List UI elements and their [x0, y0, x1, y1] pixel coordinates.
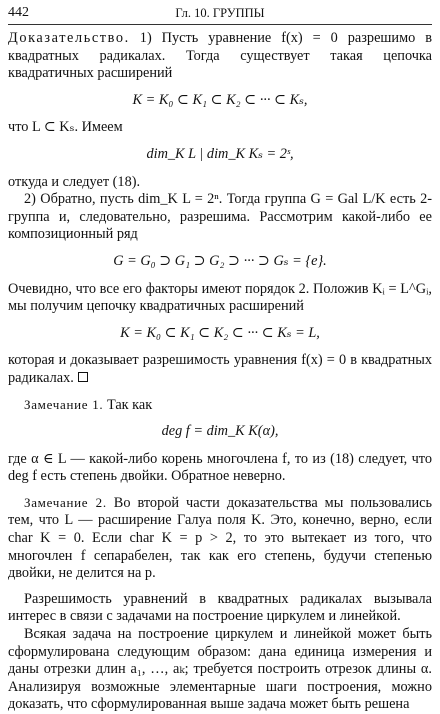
- paragraph-construction-task: Всякая задача на построение циркулем и линейкой может быть сформулирована следующим образом: дана единица измерения и даны отрезки длин a₁, …, aₖ; требуется построить отрезок длины α. Анализируя возможные элементарные шаги построения, можно доказать, что сформулированная выше задача может быть решена: [8, 626, 432, 713]
- paragraph-factors-order-2: Очевидно, что все его факторы имеют порядок 2. Положив Kᵢ = L^Gᵢ, мы получим цепочку квадратичных расширений: [8, 280, 432, 315]
- paragraph-root-alpha: где α ∈ L — какой-либо корень многочлена f, то из (18) следует, что deg f есть степень двойки. Обратное неверно.: [8, 450, 432, 485]
- paragraph-compass-interest: Разрешимость уравнений в квадратных радикалах вызывала интерес в связи с задачами на построение циркулем и линейкой.: [8, 590, 432, 625]
- proof-label: Доказательство.: [8, 30, 130, 46]
- chapter-title: Гл. 10. ГРУППЫ: [175, 6, 265, 20]
- proof-paragraph-2: 2) Обратно, пусть dim_K L = 2ⁿ. Тогда группа G = Gal L/K есть 2-группа и, следовательно, разрешима. Рассмотрим какой-либо ее композиционный ряд: [8, 191, 432, 243]
- equation-dimension: dim_K L | dim_K Kₛ = 2ˢ,: [146, 145, 294, 162]
- equation-degree: deg f = dim_K K(α),: [161, 423, 279, 440]
- proof-part-1-text: 1) Пусть уравнение f(x) = 0 разрешимо в квадратных радикалах. Тогда существует такая цепочка квадратичных расширений: [8, 30, 432, 82]
- equation-chain-k: K = K₀ ⊂ K₁ ⊂ K₂ ⊂ ··· ⊂ Kₛ,: [132, 91, 308, 108]
- remark-2: [8, 494, 432, 583]
- spacer: [8, 388, 432, 396]
- equation-chain-l: K = K₀ ⊂ K₁ ⊂ K₂ ⊂ ··· ⊂ Kₛ = L,: [120, 324, 320, 341]
- equation-composition-series: G = G₀ ⊃ G₁ ⊃ G₂ ⊃ ··· ⊃ Gₛ = {e}.: [113, 252, 327, 269]
- paragraph-we-have: что L ⊂ Kₛ. Имеем: [8, 119, 123, 136]
- paragraph-follows-18: откуда и следует (18).: [8, 173, 141, 190]
- paragraph-proof-end: [8, 352, 432, 387]
- remark-1-label: Замечание 1.: [24, 396, 104, 412]
- spacer: [8, 486, 432, 494]
- qed-box-icon: [78, 372, 88, 382]
- page-number: 442: [8, 5, 29, 20]
- proof-paragraph-1: [8, 30, 432, 83]
- remark-2-label: Замечание 2.: [24, 494, 107, 510]
- remark-1-intro: Так как: [106, 396, 153, 413]
- remark-1: [8, 396, 432, 415]
- page-body: [8, 30, 432, 714]
- running-header: [8, 4, 432, 25]
- spacer: [8, 583, 432, 591]
- proof-end-text: которая и доказывает разрешимость уравнения f(x) = 0 в квадратных радикалах.: [8, 352, 432, 386]
- remark-2-text: Во второй части доказательства мы пользовались тем, что L — расширение Галуа поля K. Это, конечно, верно, если char K = 0. Если char K = p > 2, то это вытекает из того, что многочлен f сепарабелен, так как его степень, будучи степенью двойки, не делится на p.: [8, 494, 433, 582]
